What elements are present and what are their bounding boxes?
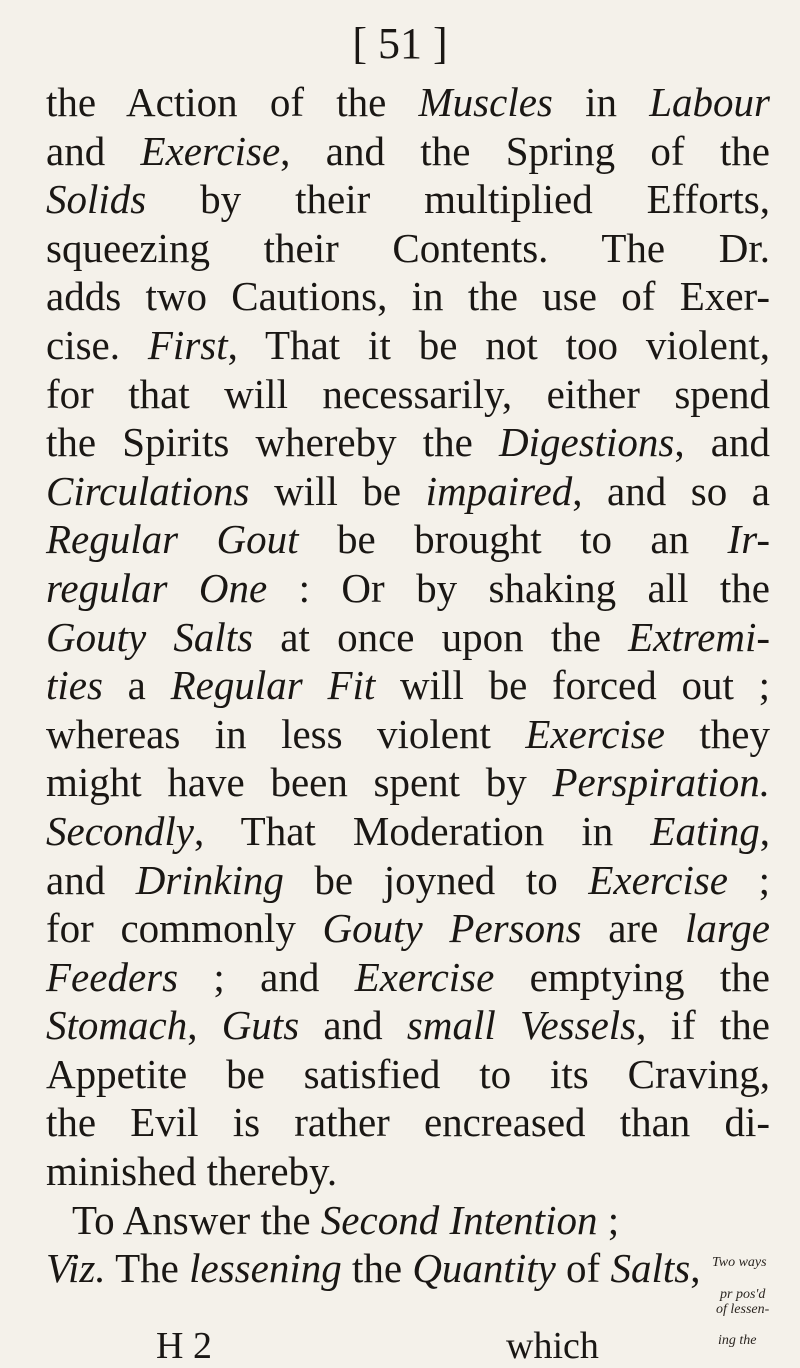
text-line: minished thereby.	[46, 1148, 338, 1195]
text-line: ties a Regular Fit will be forced out ;	[46, 662, 771, 709]
text-line: Solids by their multiplied Efforts,	[46, 176, 770, 223]
text-line: regular One : Or by shaking all the	[46, 564, 770, 611]
text-line: and Exercise, and the Spring of the	[46, 127, 770, 174]
text-line: might have been spent by Perspiration.	[46, 759, 770, 806]
text-line: for that will necessarily, either spend	[46, 370, 770, 417]
margin-note: pr pos'd	[720, 1287, 766, 1302]
body-text	[46, 78, 770, 1293]
text-line: Feeders ; and Exercise emptying the	[46, 953, 770, 1000]
text-line: Stomach, Guts and small Vessels, if the	[46, 1002, 771, 1049]
text-line: cise. First, That it be not too violent,	[46, 321, 770, 368]
text-line: and Drinking be joyned to Exercise ;	[46, 856, 770, 903]
text-line: Circulations will be impaired, and so a	[46, 467, 770, 514]
text-line: the Evil is rather encreased than di-	[46, 1099, 770, 1146]
text-line: the Action of the Muscles in Labour	[46, 79, 770, 125]
text-line: Appetite be satisfied to its Craving,	[46, 1050, 770, 1097]
text-line: To Answer the Second Intention ;	[72, 1196, 620, 1243]
text-line: Secondly, That Moderation in Eating,	[46, 807, 770, 854]
text-line: Gouty Salts at once upon the Extremi-	[46, 613, 771, 660]
text-line: Regular Gout be brought to an Ir-	[46, 516, 770, 563]
text-line: whereas in less violent Exercise they	[46, 710, 770, 757]
text-line: squeezing their Contents. The Dr.	[46, 224, 770, 271]
margin-note: ing the	[718, 1333, 757, 1348]
margin-note: of lessen-	[716, 1302, 770, 1317]
text-line: for commonly Gouty Persons are large	[46, 905, 770, 952]
page-number: [ 51 ]	[352, 19, 448, 68]
catchline	[0, 1324, 800, 1368]
text-line: adds two Cautions, in the use of Exer-	[46, 273, 770, 320]
text-line: Viz. The lessening the Quantity of Salts,	[46, 1245, 701, 1292]
signature-mark: H 2	[156, 1325, 212, 1367]
catchword: which	[506, 1325, 599, 1367]
margin-note: Two ways	[712, 1255, 767, 1270]
text-line: the Spirits whereby the Digestions, and	[46, 419, 770, 466]
